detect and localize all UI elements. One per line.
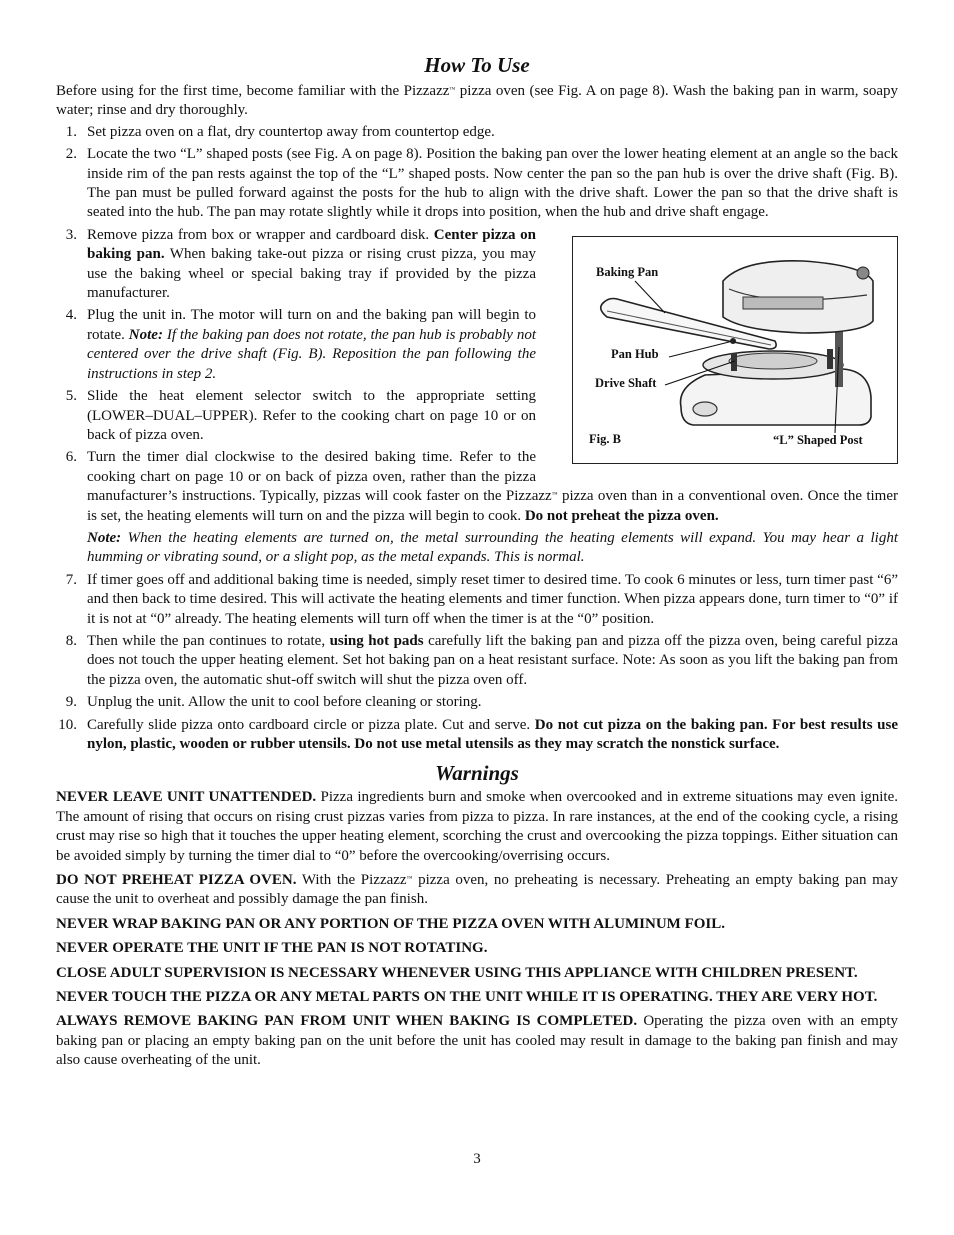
step-7: 7. If timer goes off and additional baking time is needed, simply reset timer to desired time. To cook 6 minutes or less, turn timer past “6” and then back to time desired. This will activate the heating elements and timer function. When pizza appears done, turn timer to “0” if it is not at “0” already. The heating elements will turn off when the timer is at the “0” position.	[65, 571, 898, 627]
instruction-steps	[56, 123, 898, 755]
step-6: 6. Turn the timer dial clockwise to the desired baking time. Refer to the cooking chart on page 10 or on back of pizza oven, rather than the pizza manufacturer’s instructions. Typically, pizzas will cook faster on the Pizzazz™ pizza oven than in a conventional oven. Once the timer is set, the heating elements will turn on and the pizza will begin to cook. Do not preheat the pizza oven.	[65, 449, 898, 524]
page-number: 3	[473, 1151, 481, 1167]
warning-foil: NEVER WRAP BAKING PAN OR ANY PORTION OF THE PIZZA OVEN WITH ALUMINUM FOIL.	[56, 915, 725, 932]
step-9: 9. Unplug the unit. Allow the unit to cool before cleaning or storing.	[65, 694, 482, 711]
warning-preheat: DO NOT PREHEAT PIZZA OVEN. With the Pizzazz™ pizza oven, no preheating is necessary. Preheating an empty baking pan may cause the unit to overheat and possibly damage the pan finish.	[56, 872, 899, 908]
label-fig-b: Fig. B	[589, 431, 621, 446]
step-4: 4. Plug the unit in. The motor will turn on and the baking pan will begin to rotate. Note: If the baking pan does not rotate, the pan hub is probably not centered over the drive shaft (Fig. B). Reposition the pan following the instructions in step 2.	[65, 307, 536, 382]
label-drive-shaft: Drive Shaft	[595, 375, 657, 390]
warnings-section	[56, 788, 898, 1070]
heating-note: Note: When the heating elements are turned on, the metal surrounding the heating elements will expand. You may hear a light humming or vibrating sound, or a slight pop, as the metal expands. This is normal.	[87, 529, 898, 566]
step-8: 8. Then while the pan continues to rotate, using hot pads carefully lift the baking pan and pizza off the pizza oven, being careful pizza does not touch the upper heating element. Set hot baking pan on a heat resistant surface. Note: As soon as you lift the baking pan from the pizza oven, the automatic shut-off switch will shut the pizza oven off.	[65, 632, 898, 688]
warning-unattended: NEVER LEAVE UNIT UNATTENDED. Pizza ingredients burn and smoke when overcooked and in extreme situations may even ignite. The amount of rising that occurs on rising crust pizzas varies from pizza to pizza. In rare instances, at the end of the cooking cycle, a rising crust may rise so high that it touches the upper heating element, scorching the crust and overcooking the pizza toppings. Either situation can be avoided simply by turning the timer dial to “0” before the overcooking/overrising occurs.	[56, 789, 898, 864]
step-10: 10. Carefully slide pizza onto cardboard circle or pizza plate. Cut and serve. Do not cut pizza on the baking pan. For best results use nylon, plastic, wooden or rubber utensils. Do not use metal utensils as they may scratch the nonstick surface.	[58, 716, 898, 752]
step-5: 5. Slide the heat element selector switch to the appropriate setting (LOWER–DUAL–UPPER). Refer to the cooking chart on page 10 or on back of pizza oven.	[65, 388, 536, 443]
step-3: 3. Remove pizza from box or wrapper and cardboard disk. Center pizza on baking pan. When baking take-out pizza or rising crust pizza, you may use the baking wheel or special baking tray if provided by the pizza manufacturer.	[65, 226, 536, 302]
warning-hot-parts: NEVER TOUCH THE PIZZA OR ANY METAL PARTS ON THE UNIT WHILE IT IS OPERATING. THEY ARE VERY HOT.	[56, 989, 878, 1006]
warnings-title: Warnings	[435, 761, 519, 786]
warning-children: CLOSE ADULT SUPERVISION IS NECESSARY WHENEVER USING THIS APPLIANCE WITH CHILDREN PRESENT.	[56, 964, 858, 981]
step-1: 1. Set pizza oven on a flat, dry countertop away from countertop edge.	[65, 123, 495, 140]
warning-not-rotating: NEVER OPERATE THE UNIT IF THE PAN IS NOT ROTATING.	[56, 940, 488, 957]
page-content	[56, 52, 898, 1076]
how-to-use-title: How To Use	[424, 53, 530, 77]
warning-remove-pan: ALWAYS REMOVE BAKING PAN FROM UNIT WHEN BAKING IS COMPLETED. Operating the pizza oven with an empty baking pan or placing an empty baking pan on the unit before the unit has cooled may result in damage to the baking pan finish and may also cause overheating of the unit.	[56, 1013, 898, 1069]
step-2: 2. Locate the two “L” shaped posts (see Fig. A on page 8). Position the baking pan over the lower heating element at an angle so the back inside rim of the pan rests against the top of the “L” shaped posts. Now center the pan so the pan hub is over the drive shaft (Fig. B). The pan must be pulled forward against the posts for the hub to align with the drive shaft. Lower the pan so that the drive shaft is seated into the hub. The pan may rotate slightly while it drops into position, when the hub and drive shaft engage.	[65, 146, 898, 221]
label-pan-hub: Pan Hub	[611, 346, 659, 361]
trademark-symbol: ™	[449, 87, 456, 93]
label-l-shaped-post: “L” Shaped Post	[773, 432, 863, 447]
label-baking-pan: Baking Pan	[596, 264, 659, 279]
intro-paragraph: Before using for the first time, become familiar with the Pizzazz™ pizza oven (see Fig. A on page 8). Wash the baking pan in warm, soapy water; rinse and dry thoroughly.	[56, 83, 898, 119]
